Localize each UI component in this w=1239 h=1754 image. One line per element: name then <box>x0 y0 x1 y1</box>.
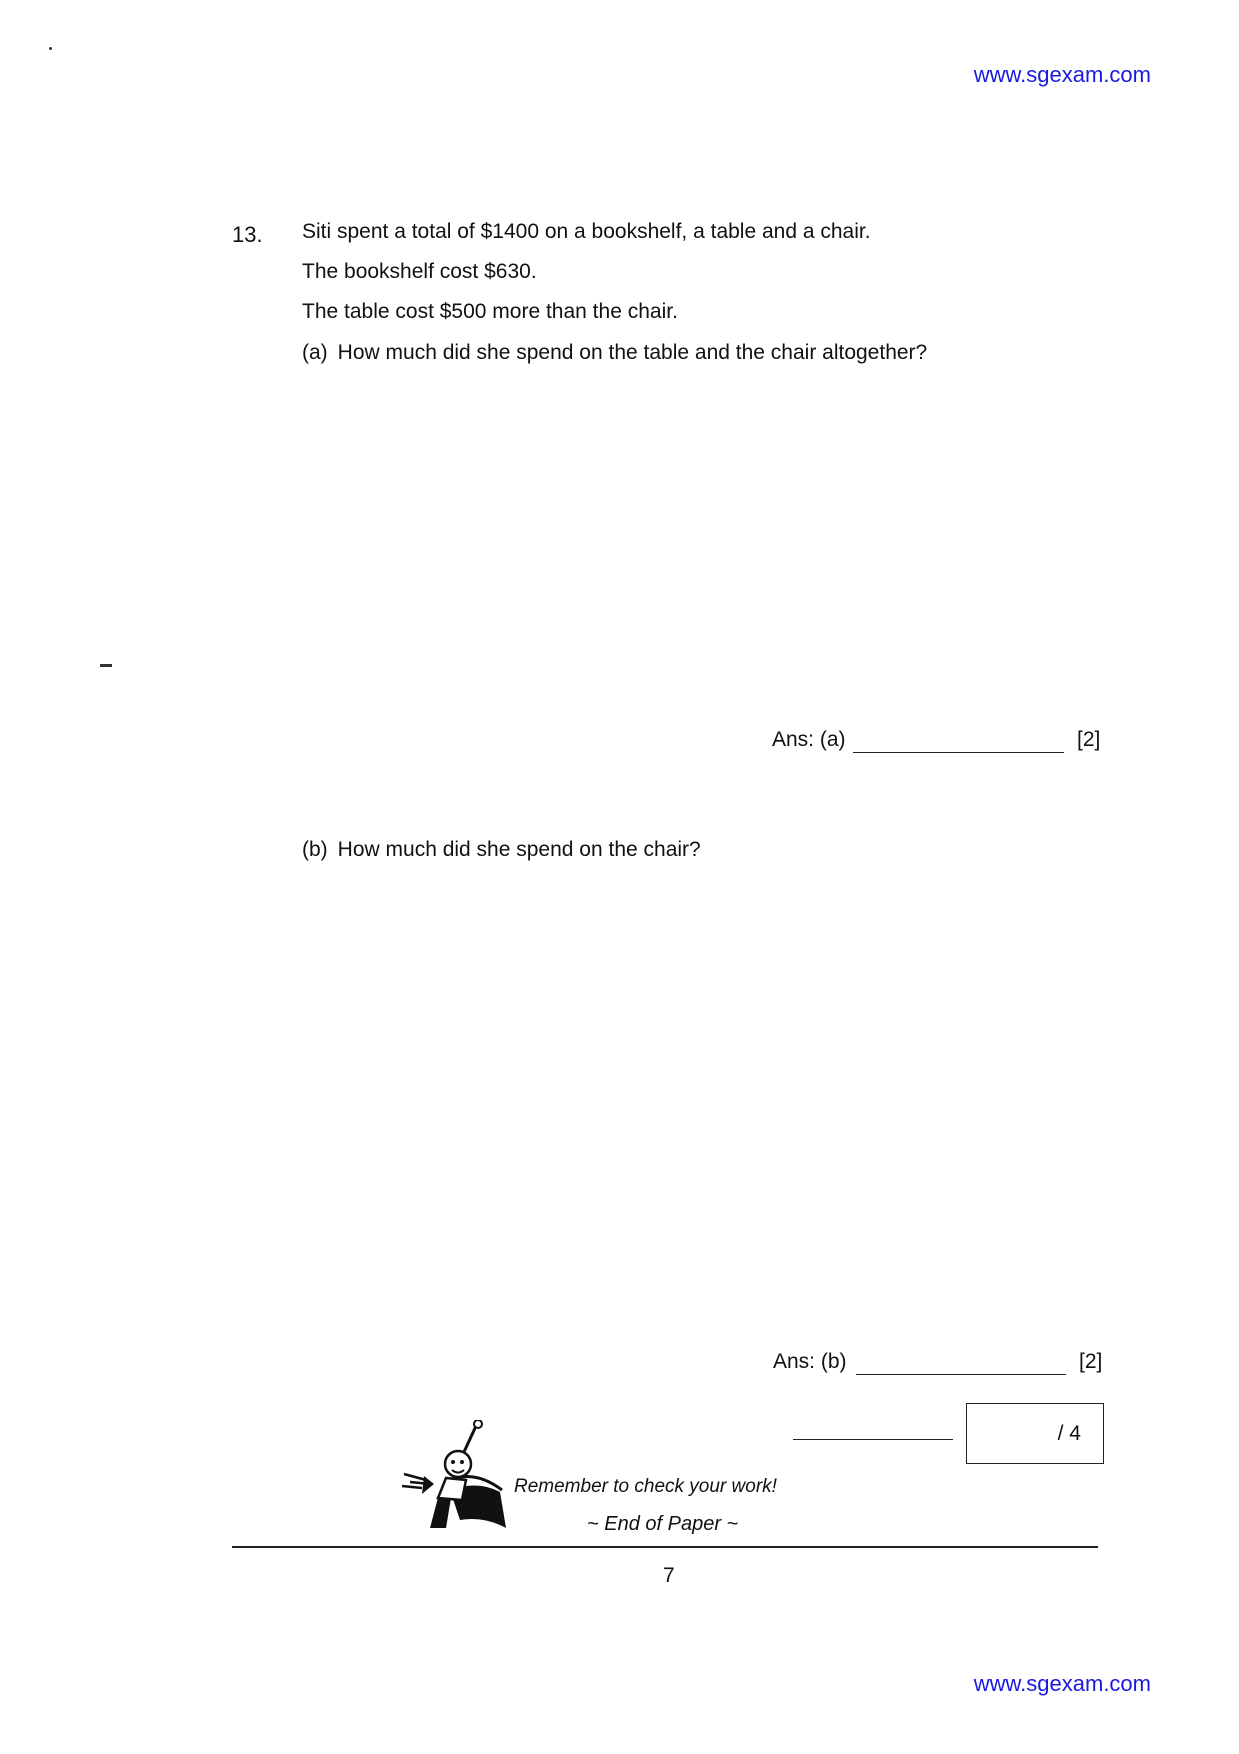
question-line: The bookshelf cost $630. <box>302 260 537 283</box>
site-link-bottom[interactable]: www.sgexam.com <box>973 1671 1151 1696</box>
footer-rule <box>232 1546 1098 1548</box>
page-number: 7 <box>663 1564 675 1587</box>
answer-b-label: Ans: (b) <box>773 1350 847 1373</box>
score-box <box>966 1403 1104 1464</box>
question-number: 13. <box>232 222 263 247</box>
mascot-icon <box>400 1420 510 1535</box>
part-a-label: (a) <box>302 341 328 364</box>
answer-a-marks: [2] <box>1077 728 1101 751</box>
answer-a-label: Ans: (a) <box>772 728 846 751</box>
site-link-top[interactable]: www.sgexam.com <box>973 62 1151 87</box>
score-total: / 4 <box>1057 1422 1081 1445</box>
part-a-question <box>302 341 927 365</box>
part-b-text: How much did she spend on the chair? <box>337 838 701 861</box>
part-b-question <box>302 838 701 862</box>
part-a-text: How much did she spend on the table and the chair altogether? <box>337 341 928 364</box>
remember-note: Remember to check your work! <box>514 1476 777 1497</box>
answer-b-line[interactable] <box>856 1374 1066 1375</box>
scan-speck <box>49 47 52 50</box>
end-of-paper: ~ End of Paper ~ <box>587 1513 739 1535</box>
score-line <box>793 1439 953 1440</box>
answer-b-marks: [2] <box>1079 1350 1103 1373</box>
scan-speck <box>100 664 112 667</box>
question-line: Siti spent a total of $1400 on a bookshelf, a table and a chair. <box>302 220 871 243</box>
part-b-label: (b) <box>302 838 328 861</box>
question-line: The table cost $500 more than the chair. <box>302 300 678 323</box>
answer-a-line[interactable] <box>853 752 1064 753</box>
